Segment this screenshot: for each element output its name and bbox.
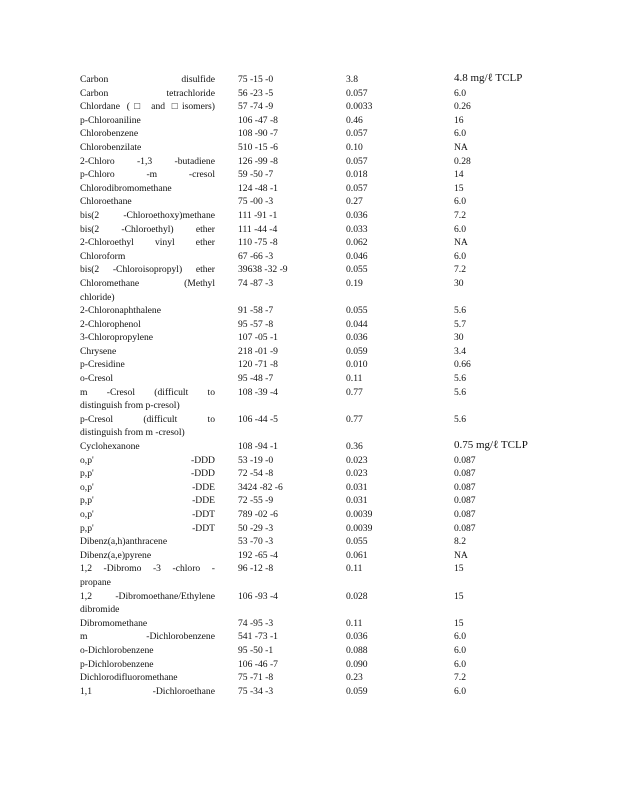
wastewater-value: 0.031 [346,481,368,493]
table-row [80,467,580,481]
nonwastewater-limit: 0.66 [454,359,471,371]
constituent-name [80,413,215,440]
constituent-name-line: dibromide [80,604,120,616]
constituent-name [80,168,215,182]
nonwastewater-limit: 5.6 [454,386,466,398]
table-row [80,481,580,495]
table-row [80,100,580,114]
table-row [80,549,580,563]
nonwastewater-limit: 6.0 [454,644,466,656]
constituent-name-line: p-Cresidine [80,359,125,371]
constituent-name [80,535,215,549]
cas-number: 111 -91 -1 [238,209,278,221]
wastewater-value: 0.0039 [346,522,373,534]
nonwastewater-limit: 6.0 [454,250,466,262]
cas-number: 67 -66 -3 [238,250,274,262]
nonwastewater-limit: 6.0 [454,631,466,643]
constituent-name [80,100,215,114]
wastewater-value: 0.27 [346,196,363,208]
cas-number: 108 -94 -1 [238,441,278,453]
table-row [80,331,580,345]
nonwastewater-limit: 0.087 [454,509,476,520]
table-row [80,73,580,87]
nonwastewater-limit: 16 [454,114,464,126]
cas-number: 126 -99 -8 [238,155,278,167]
nonwastewater-limit: 6.0 [454,196,466,208]
cas-number: 218 -01 -9 [238,345,278,357]
constituent-name-line: Chlorobenzene [80,128,139,140]
constituent-name-line: Carbon tetrachloride [80,87,215,99]
wastewater-value: 0.057 [346,87,368,99]
table-row [80,236,580,250]
table-row [80,454,580,468]
cas-number: 95 -57 -8 [238,318,274,330]
constituent-name-line: o,p' -DDT [80,509,215,520]
wastewater-value: 0.044 [346,318,368,330]
wastewater-value: 0.0039 [346,509,373,520]
table-row [80,440,580,454]
constituent-name-line: o-Dichlorobenzene [80,644,154,656]
nonwastewater-limit: 0.75 mg/ℓ TCLP [454,439,528,452]
wastewater-value: 0.11 [346,563,363,575]
constituent-name [80,644,215,658]
cas-number: 59 -50 -7 [238,169,274,181]
table-row [80,304,580,318]
table-row [80,114,580,128]
constituent-table [80,73,580,698]
table-row [80,250,580,264]
constituent-name [80,508,215,522]
wastewater-value: 0.19 [346,277,363,289]
constituent-name-line: o,p' -DDD [80,454,215,466]
cas-number: 107 -05 -1 [238,332,278,344]
constituent-name [80,182,215,196]
constituent-name-line: p-Dichlorobenzene [80,658,154,670]
constituent-name-line: p-Cresol (difficult to [80,413,215,425]
constituent-name [80,454,215,468]
constituent-name-line: chloride) [80,291,115,303]
nonwastewater-limit: 0.087 [454,522,476,534]
constituent-name-line: p-Chloroaniline [80,114,141,126]
nonwastewater-limit: 15 [454,563,464,575]
nonwastewater-limit: 0.26 [454,101,471,113]
constituent-name [80,277,215,304]
constituent-name [80,127,215,141]
nonwastewater-limit: 15 [454,590,464,602]
table-row [80,345,580,359]
nonwastewater-limit: NA [454,141,468,153]
table-row [80,494,580,508]
cas-number: 50 -29 -3 [238,522,274,534]
cas-number: 95 -48 -7 [238,373,274,385]
wastewater-value: 0.77 [346,413,363,425]
constituent-name [80,209,215,223]
constituent-name [80,304,215,318]
wastewater-value: 0.031 [346,495,368,507]
cas-number: 91 -58 -7 [238,305,274,317]
constituent-name-line: bis(2 -Chloroisopropyl) ether [80,264,215,276]
cas-number: 39638 -32 -9 [238,264,288,276]
cas-number: 108 -39 -4 [238,386,278,398]
wastewater-value: 0.090 [346,658,368,670]
table-row [80,155,580,169]
constituent-name [80,494,215,508]
constituent-name-line: 2-Chloro -1,3 -butadiene [80,155,215,167]
table-row [80,685,580,699]
constituent-name [80,372,215,386]
table-row [80,141,580,155]
constituent-name-line: 1,2 -Dibromo -3 -chloro - [80,563,215,575]
nonwastewater-limit: 6.0 [454,87,466,99]
wastewater-value: 0.055 [346,305,368,317]
cas-number: 789 -02 -6 [238,509,278,520]
nonwastewater-limit: 3.4 [454,345,466,357]
cas-number: 75 -00 -3 [238,196,274,208]
cas-number: 106 -93 -4 [238,590,278,602]
constituent-name-line: p,p' -DDT [80,522,215,534]
table-row [80,127,580,141]
nonwastewater-limit: 15 [454,182,464,194]
cas-number: 124 -48 -1 [238,182,278,194]
wastewater-value: 0.057 [346,155,368,167]
cas-number: 95 -50 -1 [238,644,274,656]
constituent-name [80,87,215,101]
nonwastewater-limit: 5.6 [454,305,466,317]
wastewater-value: 0.023 [346,454,368,466]
constituent-name-line: Chlordane (□ and □isomers) [80,101,215,113]
constituent-name [80,481,215,495]
table-row [80,209,580,223]
constituent-name-line: bis(2 -Chloroethyl) ether [80,223,215,235]
nonwastewater-limit: 0.087 [454,495,476,507]
wastewater-value: 0.46 [346,114,363,126]
constituent-name [80,73,215,87]
cas-number: 106 -47 -8 [238,114,278,126]
cas-number: 106 -46 -7 [238,658,278,670]
wastewater-value: 0.088 [346,644,368,656]
nonwastewater-limit: 6.0 [454,658,466,670]
constituent-name [80,223,215,237]
wastewater-value: 0.061 [346,549,368,561]
nonwastewater-limit: 30 [454,277,464,289]
cas-number: 120 -71 -8 [238,359,278,371]
constituent-name [80,549,215,563]
cas-number: 192 -65 -4 [238,549,278,561]
table-row [80,277,580,304]
table-row [80,562,580,589]
wastewater-value: 0.11 [346,373,363,385]
constituent-name-line: 2-Chloroethyl vinyl ether [80,237,215,249]
wastewater-value: 0.036 [346,209,368,221]
wastewater-value: 0.018 [346,169,368,181]
nonwastewater-limit: 0.087 [454,454,476,466]
constituent-name-line: m -Cresol (difficult to [80,386,215,398]
constituent-name-line: Cyclohexanone [80,441,140,453]
nonwastewater-limit: 30 [454,332,464,344]
table-row [80,318,580,332]
nonwastewater-limit: 5.6 [454,373,466,385]
cas-number: 74 -87 -3 [238,277,274,289]
cas-number: 106 -44 -5 [238,413,278,425]
table-row [80,358,580,372]
nonwastewater-limit: 0.28 [454,155,471,167]
constituent-name [80,685,215,699]
constituent-name-line: 1,1 -Dichloroethane [80,685,215,697]
table-row [80,413,580,440]
constituent-name-line: distinguish from m -cresol) [80,427,185,439]
table-row [80,508,580,522]
table-row [80,195,580,209]
wastewater-value: 0.046 [346,250,368,262]
wastewater-value: 0.036 [346,631,368,643]
constituent-name [80,617,215,631]
constituent-name [80,250,215,264]
constituent-name-line: Chlorodibromomethane [80,182,172,194]
wastewater-value: 0.028 [346,590,368,602]
table-row [80,372,580,386]
wastewater-value: 0.057 [346,128,368,140]
constituent-name [80,630,215,644]
constituent-name-line: distinguish from p-cresol) [80,400,180,412]
cas-number: 72 -54 -8 [238,468,274,480]
table-row [80,590,580,617]
cas-number: 510 -15 -6 [238,141,278,153]
nonwastewater-limit: 7.2 [454,264,466,276]
constituent-name-line: p-Chloro -m -cresol [80,169,215,181]
cas-number: 75 -34 -3 [238,685,274,697]
cas-number: 3424 -82 -6 [238,481,283,493]
table-row [80,535,580,549]
constituent-name-line: p,p' -DDD [80,468,215,480]
wastewater-value: 0.010 [346,359,368,371]
wastewater-value: 0.055 [346,536,368,548]
wastewater-value: 0.036 [346,332,368,344]
wastewater-value: 0.0033 [346,101,373,113]
constituent-name [80,386,215,413]
table-row [80,263,580,277]
nonwastewater-limit: 6.0 [454,685,466,697]
wastewater-value: 0.059 [346,345,368,357]
wastewater-value: 0.77 [346,386,363,398]
constituent-name [80,658,215,672]
constituent-name [80,263,215,277]
wastewater-value: 0.23 [346,672,363,684]
nonwastewater-limit: NA [454,237,468,249]
constituent-name-line: Chloroform [80,250,126,262]
constituent-name [80,671,215,685]
table-row [80,630,580,644]
constituent-name-line: Chrysene [80,345,117,357]
table-row [80,386,580,413]
constituent-name-line: 1,2 -Dibromoethane/Ethylene [80,590,215,602]
wastewater-value: 0.057 [346,182,368,194]
table-row [80,658,580,672]
table-row [80,644,580,658]
constituent-name-line: 2-Chloronaphthalene [80,305,161,317]
nonwastewater-limit: 6.0 [454,223,466,235]
cas-number: 72 -55 -9 [238,495,274,507]
constituent-name-line: Dichlorodifluoromethane [80,672,178,684]
wastewater-value: 3.8 [346,74,358,85]
constituent-name [80,236,215,250]
table-row [80,671,580,685]
constituent-name-line: o-Cresol [80,373,114,385]
cas-number: 75 -15 -0 [238,74,274,85]
cas-number: 108 -90 -7 [238,128,278,140]
table-row [80,87,580,101]
constituent-name [80,467,215,481]
cas-number: 96 -12 -8 [238,563,274,575]
nonwastewater-limit: 7.2 [454,209,466,221]
cas-number: 53 -19 -0 [238,454,274,466]
cas-number: 110 -75 -8 [238,237,278,249]
wastewater-value: 0.36 [346,441,363,453]
constituent-name-line: Chloromethane (Methyl [80,277,215,289]
constituent-name-line: propane [80,576,111,588]
nonwastewater-limit: 0.087 [454,481,476,493]
constituent-name-line: bis(2 -Chloroethoxy)methane [80,209,215,221]
constituent-name [80,155,215,169]
wastewater-value: 0.033 [346,223,368,235]
constituent-name-line: m -Dichlorobenzene [80,631,215,643]
constituent-name [80,562,215,589]
table-row [80,168,580,182]
constituent-name [80,345,215,359]
nonwastewater-limit: 14 [454,169,464,181]
nonwastewater-limit: 5.7 [454,318,466,330]
nonwastewater-limit: 5.6 [454,413,466,425]
constituent-name [80,590,215,617]
wastewater-value: 0.059 [346,685,368,697]
constituent-name [80,358,215,372]
cas-number: 57 -74 -9 [238,101,274,113]
cas-number: 111 -44 -4 [238,223,278,235]
wastewater-value: 0.062 [346,237,368,249]
constituent-name [80,331,215,345]
cas-number: 56 -23 -5 [238,87,274,99]
table-row [80,617,580,631]
constituent-name-line: 3-Chloropropylene [80,332,154,344]
constituent-name-line: Carbon disulfide [80,74,215,85]
constituent-name [80,141,215,155]
nonwastewater-limit: NA [454,549,468,561]
nonwastewater-limit: 7.2 [454,672,466,684]
nonwastewater-limit: 15 [454,617,464,629]
table-row [80,522,580,536]
wastewater-value: 0.10 [346,141,363,153]
constituent-name-line: Dibromomethane [80,617,148,629]
table-row [80,223,580,237]
nonwastewater-limit: 4.8 mg/ℓ TCLP [454,72,523,84]
constituent-name-line: Chlorobenzilate [80,141,142,153]
cas-number: 53 -70 -3 [238,536,274,548]
wastewater-value: 0.055 [346,264,368,276]
constituent-name [80,114,215,128]
cas-number: 75 -71 -8 [238,672,274,684]
constituent-name-line: 2-Chlorophenol [80,318,141,330]
constituent-name [80,522,215,536]
cas-number: 74 -95 -3 [238,617,274,629]
constituent-name [80,440,215,454]
constituent-name-line: Dibenz(a,h)anthracene [80,536,168,548]
constituent-name-line: Chloroethane [80,196,132,208]
nonwastewater-limit: 0.087 [454,468,476,480]
constituent-name-line: p,p' -DDE [80,495,215,507]
nonwastewater-limit: 8.2 [454,536,466,548]
table-row [80,182,580,196]
wastewater-value: 0.023 [346,468,368,480]
wastewater-value: 0.11 [346,617,363,629]
cas-number: 541 -73 -1 [238,631,278,643]
constituent-name [80,195,215,209]
constituent-name-line: o,p' -DDE [80,481,215,493]
constituent-name [80,318,215,332]
nonwastewater-limit: 6.0 [454,128,466,140]
constituent-name-line: Dibenz(a,e)pyrene [80,549,152,561]
